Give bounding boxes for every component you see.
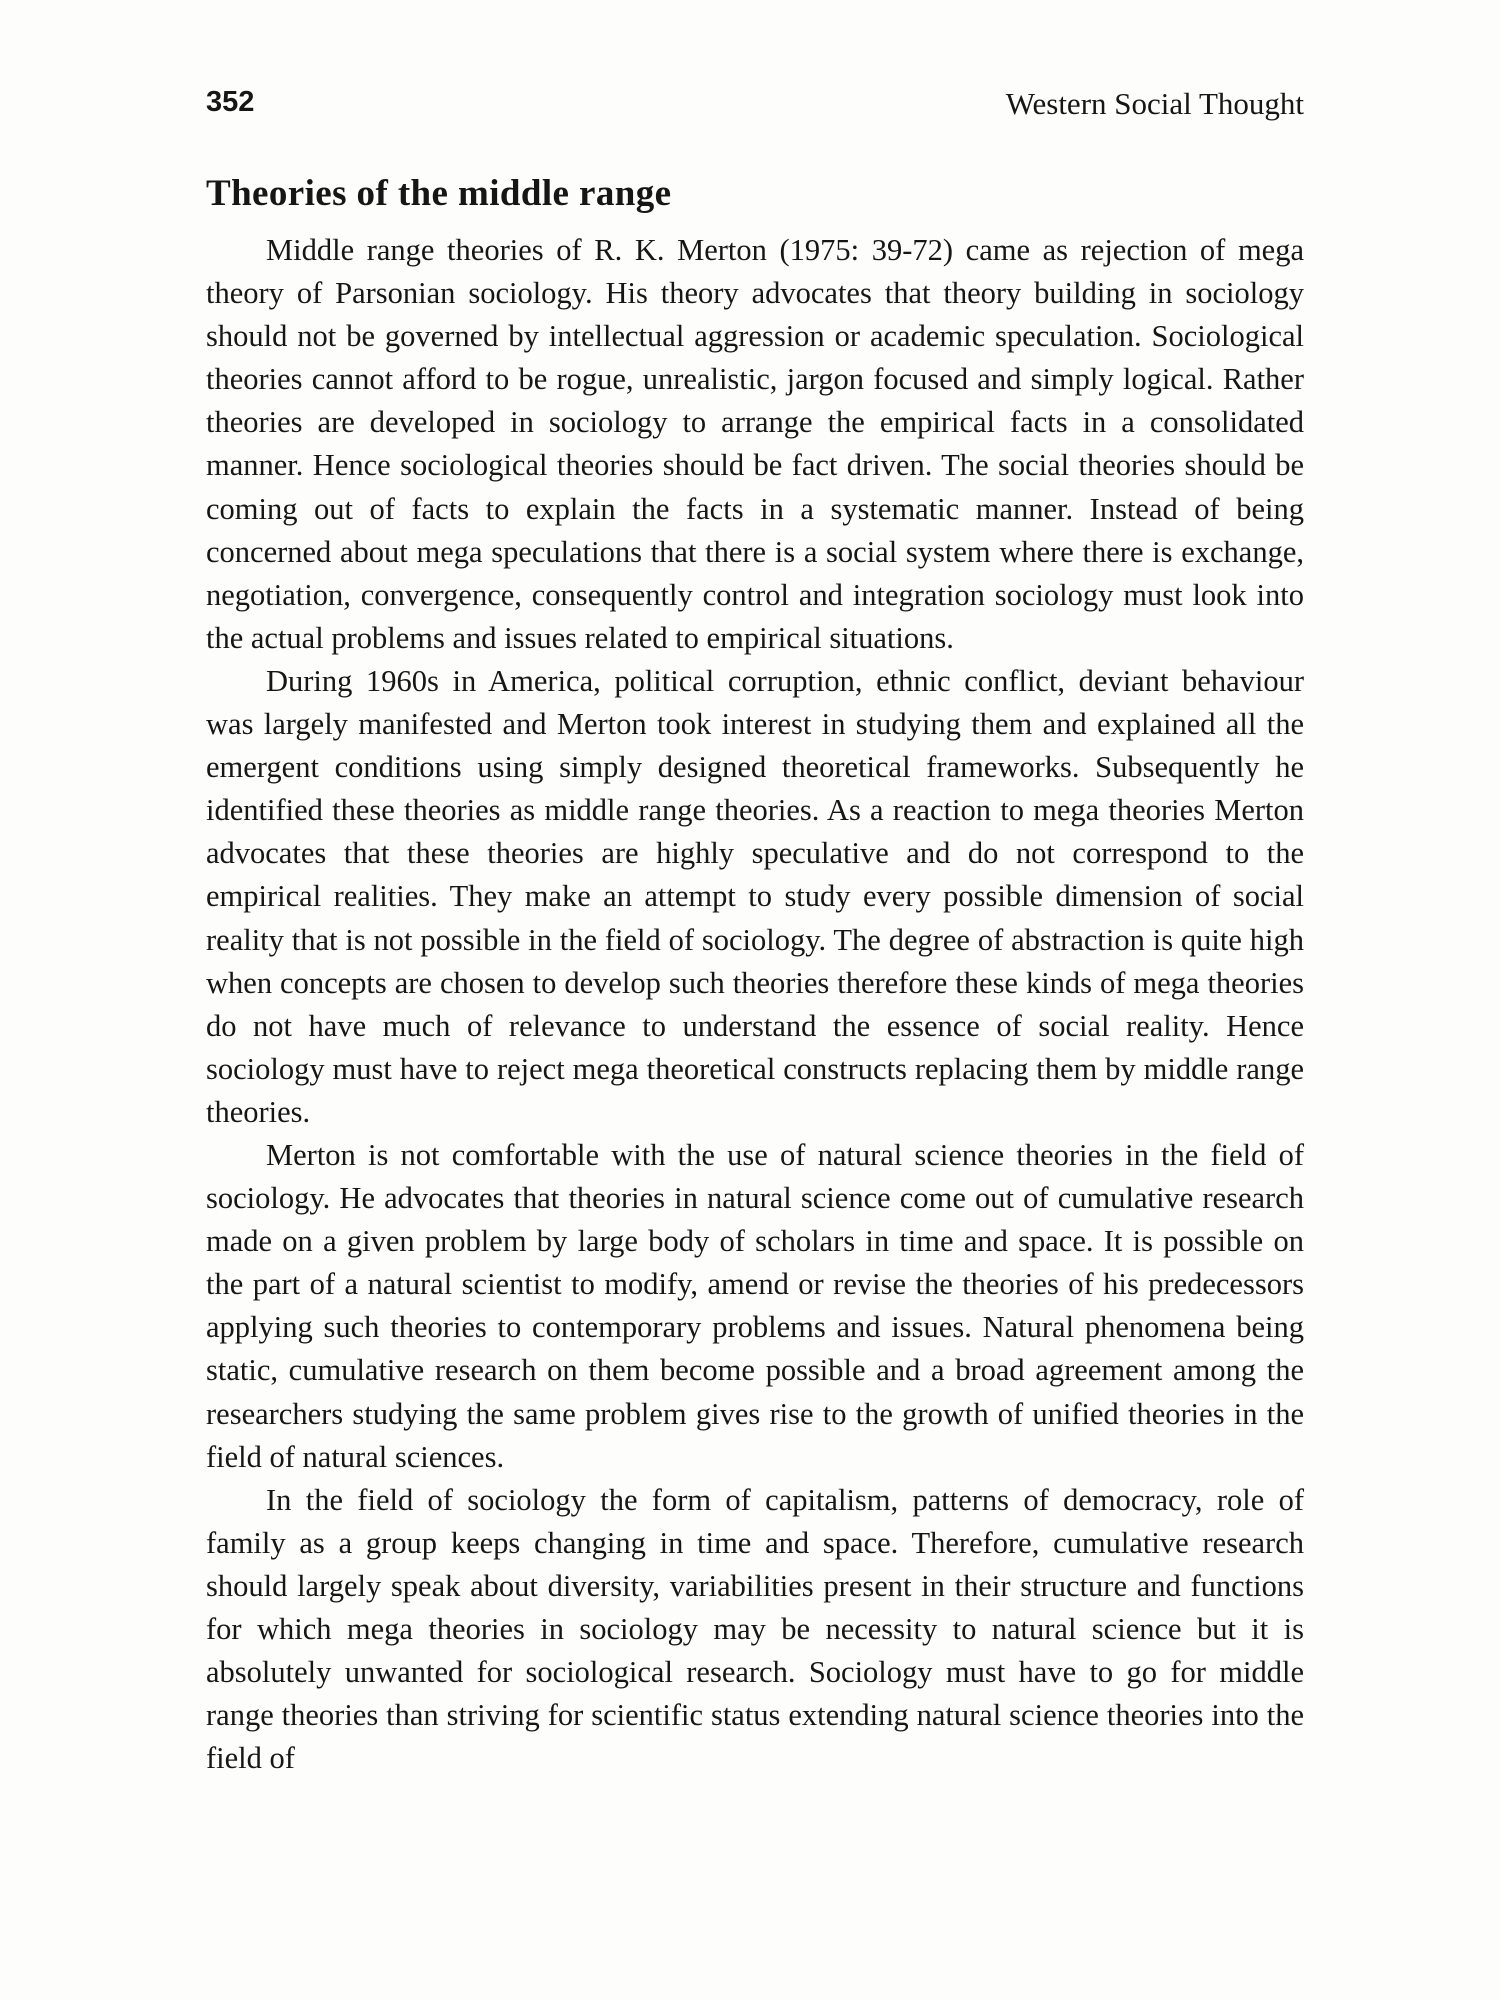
running-head xyxy=(206,86,1304,126)
page-number: 352 xyxy=(206,86,255,118)
paragraph-3: Merton is not comfortable with the use of natural science theories in the field of sociology. He advocates that theories in natural science come out of cumulative research made on a given problem by large body of scholars in time and space. It is possible on the part of a natural scientist to modify, amend or revise the theories of his predecessors applying such theories to contemporary problems and issues. Natural phenomena being static, cumulative research on them become possible and a broad agreement among the researchers studying the same problem gives rise to the growth of unified theories in the field of natural sciences. xyxy=(206,1137,1304,1474)
paragraph-1: Middle range theories of R. K. Merton (1975: 39-72) came as rejection of mega theory of Parsonian sociology. His theory advocates that theory building in sociology should not be governed by intellectual aggression or academic speculation. Sociological theories cannot afford to be rogue, unrealistic, jargon focused and simply logical. Rather theories are developed in sociology to arrange the empirical facts in a consolidated manner. Hence sociological theories should be fact driven. The social theories should be coming out of facts to explain the facts in a systematic manner. Instead of being concerned about mega speculations that there is a social system where there is exchange, negotiation, convergence, consequently control and integration sociology must look into the actual problems and issues related to empirical situations. xyxy=(206,233,1304,655)
running-title: Western Social Thought xyxy=(1005,86,1304,121)
body-text xyxy=(206,229,1304,1780)
paragraph-2: During 1960s in America, political corruption, ethnic conflict, deviant behaviour was largely manifested and Merton took interest in studying them and explained all the emergent conditions using simply designed theoretical frameworks. Subsequently he identified these theories as middle range theories. As a reaction to mega theories Merton advocates that these theories are highly speculative and do not correspond to the empirical realities. They make an attempt to study every possible dimension of social reality that is not possible in the field of sociology. The degree of abstraction is quite high when concepts are chosen to develop such theories therefore these kinds of mega theories do not have much of relevance to understand the essence of social reality. Hence sociology must have to reject mega theoretical constructs replacing them by middle range theories. xyxy=(206,663,1304,1129)
section-heading: Theories of the middle range xyxy=(206,173,672,214)
paragraph-4: In the field of sociology the form of capitalism, patterns of democracy, role of family as a group keeps changing in time and space. Therefore, cumulative research should largely speak about diversity, variabilities present in their structure and functions for which mega theories in sociology may be necessity to natural science but it is absolutely unwanted for sociological research. Sociology must have to go for middle range theories than striving for scientific status extending natural science theories into the field of xyxy=(206,1482,1304,1776)
